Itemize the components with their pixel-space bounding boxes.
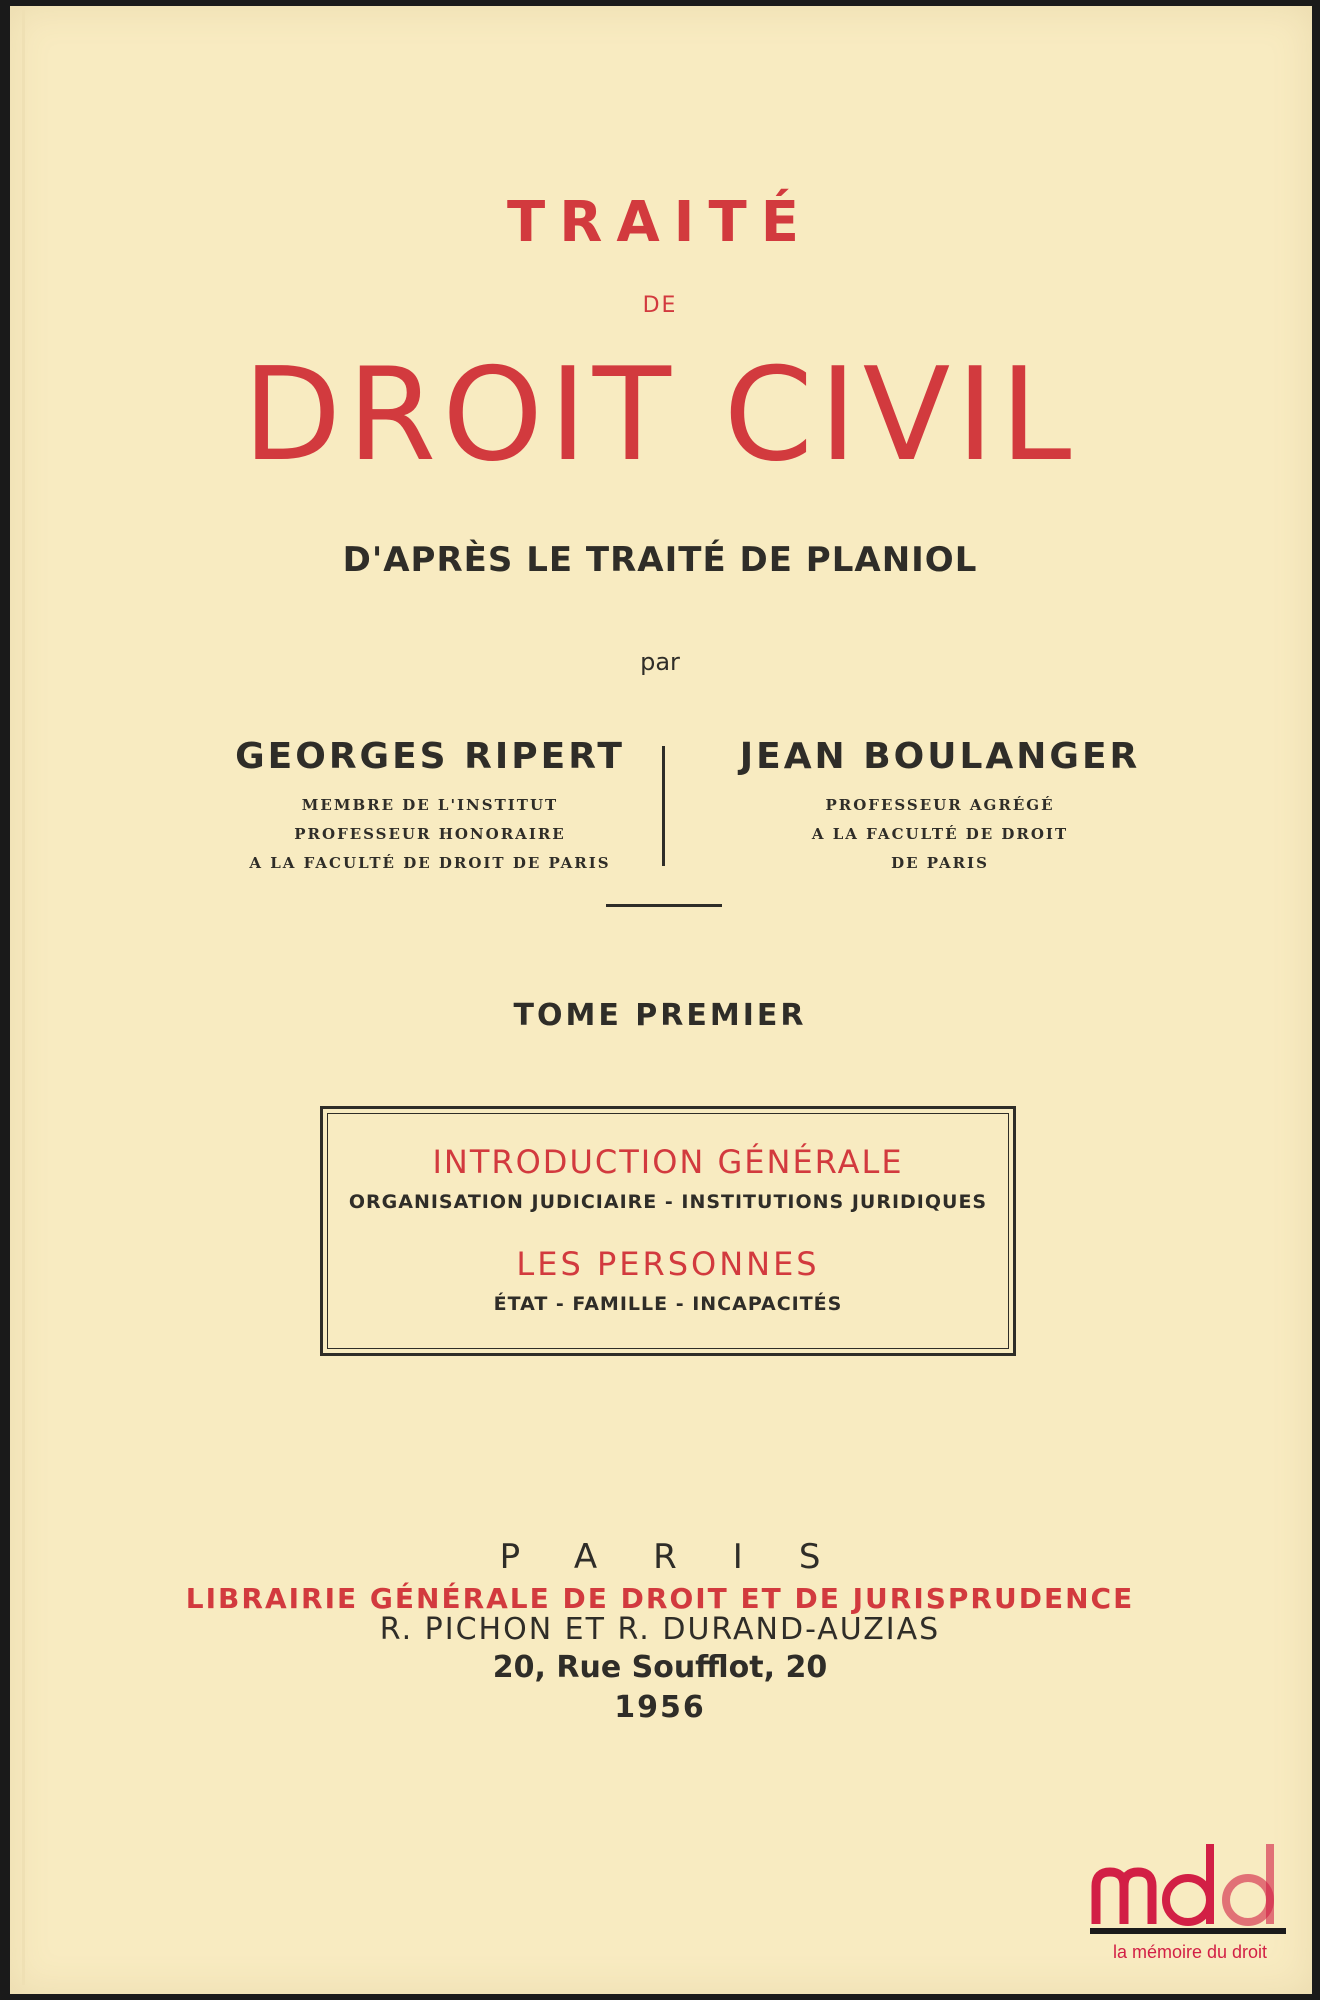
author-boulanger — [680, 736, 1200, 878]
contents-detail-personnes: ÉTAT - FAMILLE - INCAPACITÉS — [493, 1293, 843, 1315]
imprint-publisher: LIBRAIRIE GÉNÉRALE DE DROIT ET DE JURISPRUDENCE — [185, 1582, 1135, 1615]
author-credential: PROFESSEUR HONORAIRE — [294, 825, 566, 843]
title-droit-civil: DROIT CIVIL — [242, 341, 1078, 490]
author-credential: A LA FACULTÉ DE DROIT DE PARIS — [249, 854, 611, 872]
author-credential: A LA FACULTÉ DE DROIT — [811, 825, 1069, 843]
authors-block — [0, 736, 1320, 876]
imprint-city: PARIS — [499, 1537, 877, 1577]
author-credential: DE PARIS — [891, 854, 989, 872]
author-divider — [662, 746, 665, 866]
title-de: DE — [642, 293, 678, 318]
contents-box — [320, 1106, 1016, 1356]
mdd-watermark-logo — [1090, 1838, 1290, 1968]
author-ripert — [170, 736, 690, 878]
contents-heading-introduction: INTRODUCTION GÉNÉRALE — [432, 1143, 904, 1181]
logo-caption: la mémoire du droit — [1112, 1942, 1268, 1962]
imprint-year: 1956 — [614, 1690, 706, 1725]
author-credential: PROFESSEUR AGRÉGÉ — [825, 796, 1055, 814]
par-label: par — [640, 648, 680, 676]
mdd-logo-icon — [1090, 1838, 1290, 1938]
author-credential: MEMBRE DE L'INSTITUT — [301, 796, 559, 814]
contents-heading-personnes: LES PERSONNES — [516, 1245, 820, 1283]
logo-underline — [1090, 1928, 1286, 1934]
subtitle: D'APRÈS LE TRAITÉ DE PLANIOL — [342, 540, 978, 580]
author-name: JEAN BOULANGER — [739, 736, 1141, 777]
imprint-owners: R. PICHON ET R. DURAND-AUZIAS — [379, 1612, 941, 1647]
imprint-address: 20, Rue Soufflot, 20 — [492, 1650, 828, 1685]
section-rule — [606, 904, 722, 907]
volume-label: TOME PREMIER — [513, 998, 807, 1033]
contents-detail-introduction: ORGANISATION JUDICIAIRE - INSTITUTIONS JURIDIQUES — [348, 1191, 988, 1213]
author-name: GEORGES RIPERT — [235, 736, 625, 777]
title-traite: TRAITÉ — [507, 190, 813, 255]
